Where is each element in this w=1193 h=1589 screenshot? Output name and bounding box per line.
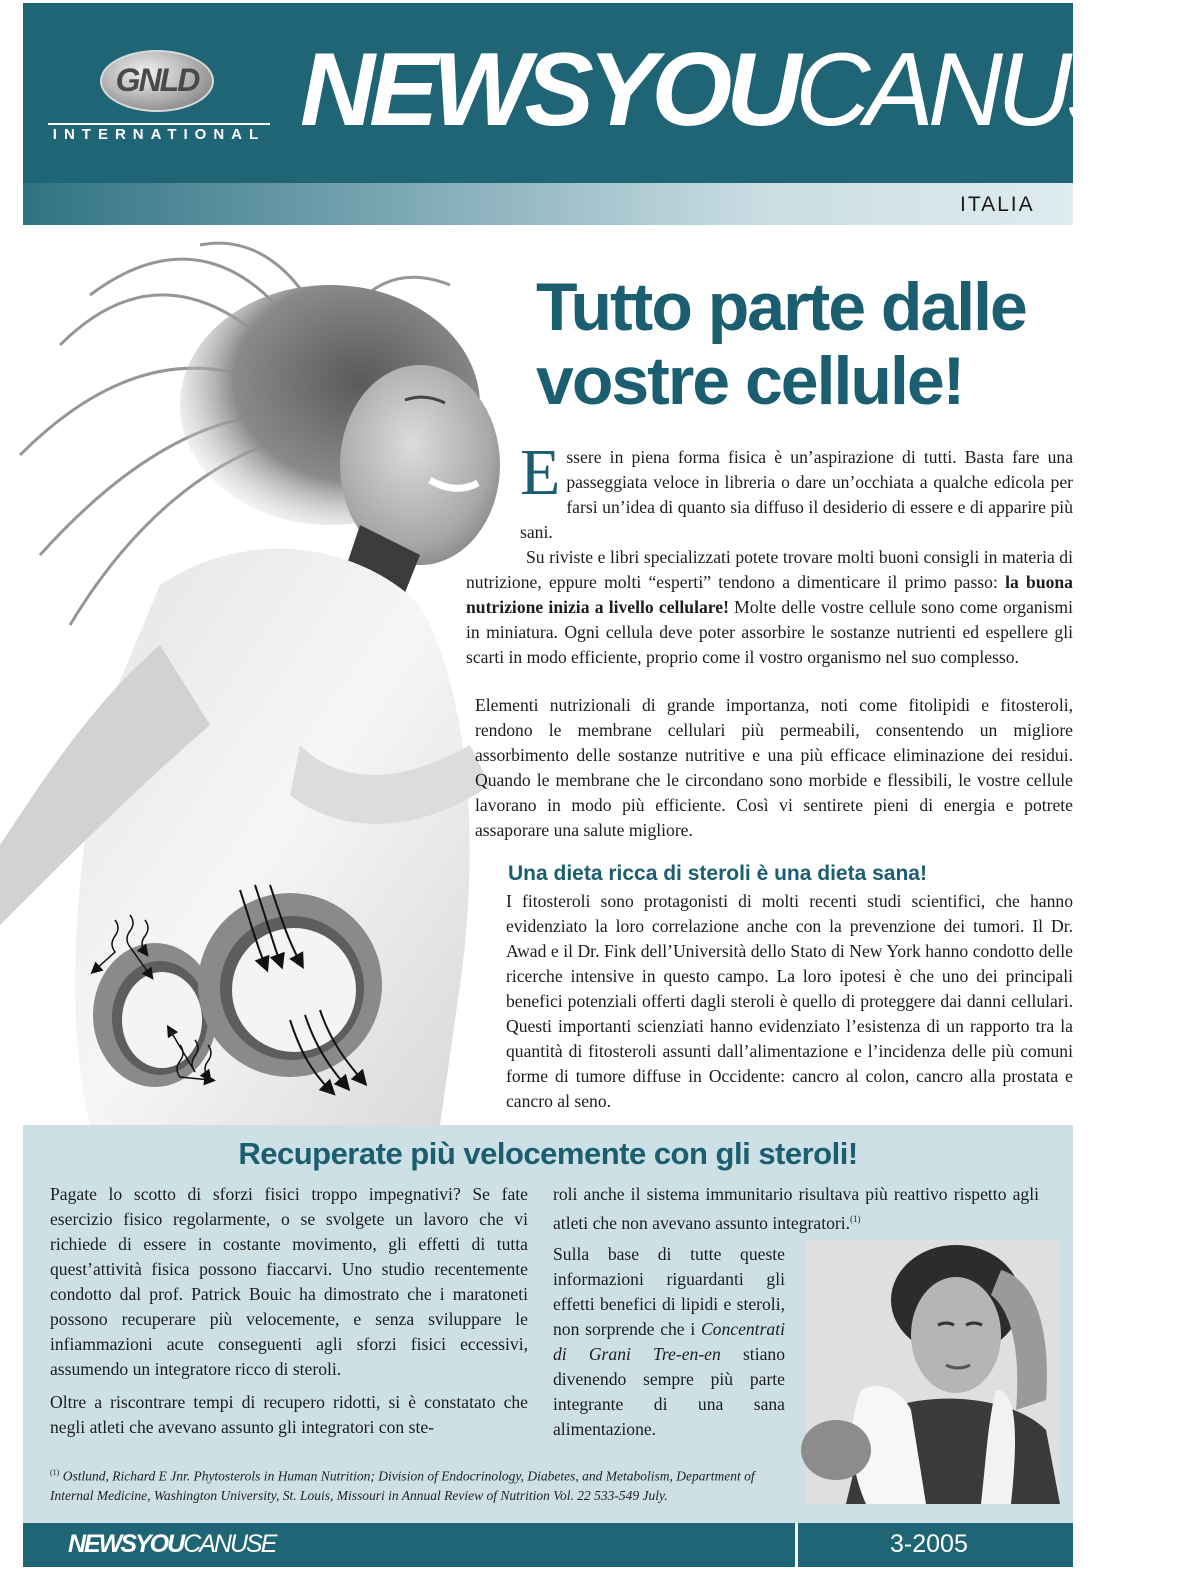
masthead-word-2: YOU	[588, 32, 796, 148]
footer-word-4: USE	[229, 1530, 276, 1558]
product-name: Concentrati di Grani Tre-en-en	[553, 1319, 785, 1364]
headline-line-2: vostre cellule!	[536, 343, 964, 419]
cell-membrane-illustration	[90, 880, 390, 1120]
box-right-paragraph-2	[553, 1242, 785, 1442]
masthead-word-1: NEWS	[300, 32, 588, 148]
masthead-title	[300, 32, 1193, 148]
drop-cap: E	[520, 436, 561, 509]
box-right-2-text-end: stiano divenendo sempre più parte integrante di una sana alimentazione.	[553, 1344, 785, 1439]
article-paragraph-3: Elementi nutrizionali di grande importanza, noti come fitolipidi e fitosteroli, rendono le membrane cellulari più permeabili, consentendo un migliore assorbimento delle sostanze nutritive e una più efficace eliminazione dei residui. Quando le membrane che le circondano sono morbide e flessibili, le vostre cellule lavorano in modo più efficiente. Così vi sentirete pieni di energia e potrete assaporare una salute migliore.	[475, 695, 1073, 840]
box-title: Recuperate più velocemente con gli steroli!	[238, 1136, 858, 1171]
athlete-with-towel-illustration	[806, 1240, 1060, 1504]
footnote-reference: (1)	[850, 1214, 861, 1224]
cell-diagram	[90, 880, 390, 1120]
box-right-2-text: Sulla base di tutte queste informazioni riguardanti gli effetti benefici di lipidi e steroli, non sorprende che i	[553, 1244, 785, 1339]
article-headline	[536, 270, 1056, 418]
p2-text-end: Molte delle vostre cellule sono come organismi in miniatura. Ogni cellula deve poter assorbire le sostanze nutrienti ed espellere gli scarti in modo efficiente, proprio come il vostro organismo nel suo complesso.	[466, 597, 1074, 667]
article-paragraph-4: I fitosteroli sono protagonisti di molti recenti studi scientifici, che hanno evidenziato la loro correlazione anche con la prevenzione dei tumori. Il Dr. Awad e il Dr. Fink dell’Università dello Stato di New York hanno condotto delle ricerche intensive in questo campo. La loro ipotesi è che uno dei principali benefici potenziali offerti dagli steroli è quello di proteggere dai danni cellulari. Questi importanti scienziati hanno evidenziato l’esistenza di un rapporto tra la quantità di fitosteroli assunti dall’alimentazione e l’incidenza delle più comuni forme di tumore diffuse in Occidente: cancro al colon, cancro alla prostata e cancro al seno.	[506, 891, 1073, 1111]
p2-bold-text: la buona nutrizione inizia a livello cellulare!	[466, 572, 1073, 617]
headline-line-1: Tutto parte dalle	[536, 269, 1026, 345]
box-left-paragraph-1: Pagate lo scotto di sforzi fisici troppo impegnativi? Se fate esercizio fisico regolarmente, o se svolgete un lavoro che vi richiede di essere in costante movimento, gli effetti di tutta quest’attività fisica possono fiaccarvi. Uno studio recentemente condotto dal prof. Patrick Bouic ha dimostrato che i maratoneti possono recuperare più velocemente, e senza sviluppare le infiammazioni acute conseguenti agli sforzi fisici eccessivi, assumendo un integratore ricco di steroli.	[50, 1184, 528, 1379]
article-intro	[520, 436, 1073, 545]
footnote-marker: (1)	[50, 1468, 60, 1477]
logo-subtitle: INTERNATIONAL	[48, 123, 270, 143]
box-right-text: roli anche il sistema immunitario risultava più reattivo rispetto agli atleti che non avevano assunto integratori.	[553, 1184, 1039, 1233]
masthead-word-3: CAN	[795, 32, 997, 148]
intro-text: ssere in piena forma fisica è un’aspirazione di tutti. Basta fare una passeggiata veloce in libreria o dare un’occhiata a qualche edicola per farsi un’idea di quanto sia diffuso il desiderio di essere e di apparire più sani.	[520, 447, 1073, 542]
athlete-photo	[806, 1240, 1060, 1504]
footnote-text: Ostlund, Richard E Jnr. Phytosterols in Human Nutrition; Division of Endocrinology, Diabetes, and Metabolism, Department of Internal Medicine, Washington University, St. Louis, Missouri in Annual Review of Nutrition Vol. 22 533-549 July.	[50, 1468, 755, 1503]
footnote	[50, 1463, 790, 1505]
footer-title	[68, 1530, 275, 1559]
footer-word-2: YOU	[135, 1530, 184, 1558]
article-subheading: Una dieta ricca di steroli è una dieta sana!	[508, 862, 927, 885]
issue-number: 3-2005	[890, 1530, 968, 1558]
box-right-paragraph-1	[553, 1182, 1039, 1236]
footer-word-1: NEWS	[68, 1530, 135, 1558]
article-paragraph-2	[466, 545, 1073, 670]
masthead-word-4: USE	[996, 32, 1193, 148]
logo-text: GNLD	[115, 62, 199, 98]
footer-divider	[795, 1523, 798, 1567]
edition-strip	[23, 183, 1073, 225]
box-left-paragraph-2: Oltre a riscontrare tempi di recupero ridotti, si è constatato che negli atleti che avevano assunto gli integratori con ste-	[50, 1392, 528, 1437]
edition-label: ITALIA	[960, 193, 1035, 216]
p2-text: Su riviste e libri specializzati potete trovare molti buoni consigli in materia di nutrizione, eppure molti “esperti” tendono a dimenticare il primo passo:	[466, 547, 1073, 592]
footer-word-3: CAN	[183, 1530, 230, 1558]
